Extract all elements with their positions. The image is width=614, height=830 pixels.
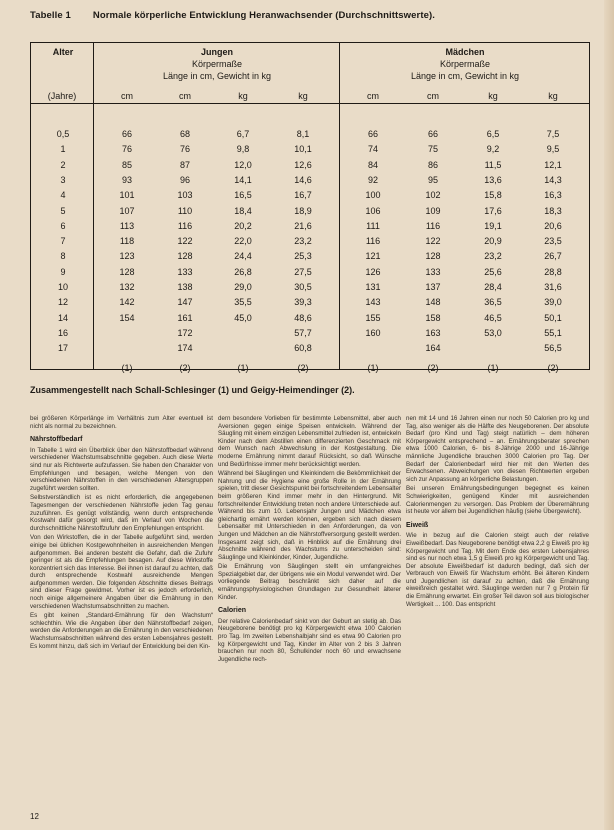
text-column-3	[406, 415, 589, 610]
header-maedchen: Mädchen	[445, 47, 485, 57]
table-cell: 96	[179, 174, 190, 185]
age-cell: 1	[60, 144, 66, 155]
table-cell: 66	[367, 129, 378, 139]
header-jungen: Jungen	[200, 47, 233, 57]
table-cell: 122	[425, 236, 441, 247]
table-cell: 7,5	[546, 129, 560, 139]
table-cell: 9,8	[236, 144, 250, 155]
table-cell: 110	[177, 205, 193, 216]
age-cell: 14	[57, 312, 68, 323]
table-cell: 50,1	[544, 312, 562, 323]
paragraph: Wie in bezug auf die Calorien steigt auch der relative Eiweißbedarf. Das Neugeborene benötigt etwa 2,2 g Eiweiß pro kg Körpergewicht und Tag. Mit dem Ende des ersten Lebensjahres sind es nur noch etwa 1,5 g Eiweiß pro kg Körpergewicht und Tag. Der absolute Eiweißbedarf ist dadurch bedingt, daß sich der Verbrauch von Eiweiß für Wachstum erhöht. Bei älteren Kindern und Jugendlichen ist darauf zu achten, daß die Ernährung eiweißreich gestaltet wird. Säuglinge werden nur 7 g Protein für die Ernährung erwartet. Ein großer Teil davon soll aus biologischer Wertigkeit ... 100. Das entspricht	[406, 532, 589, 608]
table-cell: 106	[365, 205, 381, 216]
table-cell: 27,5	[294, 266, 312, 277]
table-cell: 85	[121, 159, 132, 170]
table-cell: 31,6	[544, 282, 562, 292]
table-cell: 39,3	[294, 297, 312, 308]
table-cell: 11,5	[484, 159, 502, 170]
table-cell: 15,8	[484, 190, 502, 201]
table-cell: 10,1	[294, 144, 312, 155]
table-cell: 92	[367, 174, 378, 185]
paragraph: bei größeren Körperlänge im Verhältnis zum Alter eventuell ist nicht als normal zu bezeichnen.	[30, 415, 213, 430]
table-cell: 53,0	[484, 327, 502, 338]
header-alter: Alter	[52, 47, 74, 57]
unit-header: cm	[179, 91, 191, 101]
table-cell: 8,1	[296, 129, 310, 139]
table-cell: 26,8	[234, 266, 252, 277]
table-cell: 164	[425, 343, 441, 354]
table-cell: 111	[366, 220, 380, 231]
table-cell: 6,5	[486, 129, 500, 139]
table-cell: 36,5	[484, 297, 502, 308]
page-number: 12	[30, 812, 39, 821]
paragraph: Bei unseren Ernährungsbedingungen begegnet es keinen Schwierigkeiten, genügend Kinder mit ausreichenden Calorienmengen zu versorgen. Das Problem der Überernährung ist heute vor allem bei Jugendlichen häufig (siehe Übergewicht).	[406, 485, 589, 516]
age-cell: 3	[60, 174, 66, 185]
table-cell: 66	[121, 129, 132, 139]
table-cell: 56,5	[544, 343, 562, 354]
table-cell: 23,2	[484, 251, 502, 262]
table-cell: 116	[425, 220, 441, 231]
paragraph: Selbstverständlich ist es nicht erforderlich, die angegebenen Tagesmengen der verschiedenen Nährstoffe jeden Tag genau zuzuführen. Es genügt vollständig, wenn durch entsprechende Kostwahl dafür gesorgt wird, daß im Verlauf von Wochen die durchschnittliche Nährstoffzufuhr den Empfehlungen entspricht.	[30, 494, 213, 532]
table-cell: 12,0	[234, 159, 252, 170]
age-cell: 17	[57, 343, 68, 354]
table-cell: 60,8	[294, 343, 312, 354]
paragraph: Die Ernährung von Säuglingen stellt ein umfangreiches Spezialgebiet dar, der übrigens wie ein Modul verwendet wird. Der vorliegende Beitrag beschränkt sich daher auf die ernährungsphysiologischen Grundlagen zur Gesundheit älterer Kinder.	[218, 563, 401, 601]
text-column-1	[30, 415, 213, 652]
table-cell: 18,4	[234, 205, 252, 216]
table-cell: 100	[365, 190, 381, 201]
table-cell: 133	[425, 266, 441, 277]
table-cell: 16,3	[544, 190, 562, 201]
table-cell: 113	[119, 220, 135, 231]
table-cell: 20,9	[484, 236, 502, 247]
table-cell: 123	[119, 251, 135, 262]
table-cell: 12,1	[544, 159, 562, 170]
source-cell: (2)	[427, 362, 439, 373]
table-cell: 102	[425, 190, 441, 201]
table-cell: 28,4	[484, 282, 502, 292]
header-jungen-sub1: Körpermaße	[191, 59, 243, 69]
table-cell: 128	[177, 251, 193, 262]
table-cell: 9,5	[546, 144, 560, 155]
age-cell: 16	[57, 327, 68, 338]
table-cell: 93	[121, 174, 132, 185]
paragraph: Es gibt keinen „Standard-Ernährung für den Wachstum“ schlechthin. Wie die Angaben über den Nährstoffbedarf zeigen, werden die Anforderungen an die Ernährung in den verschiedenen Wachstumsabschnitten während des ersten Lebensjahres gestellt. Es kommt hinzu, daß sich im Verlauf der Entwicklung bei den Kin-	[30, 612, 213, 650]
header-jungen-sub2: Länge in cm, Gewicht in kg	[162, 71, 272, 81]
table-cell: 14,6	[294, 174, 312, 185]
table-cell: 13,6	[484, 174, 502, 185]
section-heading: Calorien	[218, 607, 247, 615]
table-cell: 126	[365, 266, 381, 277]
table-cell: 23,2	[294, 236, 312, 247]
table-cell: 109	[425, 205, 441, 216]
table-cell: 46,5	[484, 312, 502, 323]
table-cell: 20,2	[234, 220, 252, 231]
age-cell: 8	[60, 251, 66, 262]
header-maedchen-sub1: Körpermaße	[439, 59, 491, 69]
table-cell: 128	[425, 251, 441, 262]
table-cell: 122	[177, 236, 193, 247]
source-note: Zusammengestellt nach Schall-Schlesinger (1) und Geigy-Heimendinger (2).	[30, 385, 355, 395]
table-cell: 147	[177, 297, 193, 308]
table-cell: 21,6	[294, 220, 312, 231]
header-maedchen-sub2: Länge in cm, Gewicht in kg	[410, 71, 520, 81]
table-cell: 163	[425, 327, 441, 338]
table-caption: Normale körperliche Entwicklung Heranwachsender (Durchschnittswerte).	[92, 10, 435, 21]
section-heading: Nährstoffbedarf	[30, 436, 83, 444]
table-cell: 17,6	[484, 205, 502, 216]
unit-header: cm	[121, 91, 133, 101]
table-cell: 35,5	[234, 297, 252, 308]
table-cell: 25,6	[484, 266, 502, 277]
table-rule-alter	[93, 43, 94, 369]
section-heading: Eiweiß	[406, 521, 429, 529]
age-cell: 12	[57, 297, 68, 308]
table-cell: 87	[179, 159, 190, 170]
table-cell: 174	[177, 343, 193, 354]
source-cell: (2)	[179, 362, 191, 373]
paragraph: nen mit 14 und 16 Jahren einen nur noch 50 Calorien pro kg und Tag, also weniger als die Hälfte des Neugeborenen. Der absolute Bedarf (pro Kind und Tag) steigt natürlich – dem höheren Körpergewicht entsprechend – an. Ernährungsberater sprechen etwa 1000 Calorien, 6- bis 8-Jährige 2000 und 16-Jährige männliche Jugendliche brauchen 3000 Calorien pro Tag. Der Bedarf der Calorienbedarf wird hier mit den Werten des Erwachsenen. Abweichungen von diesen Richtwerten ergeben sich zur Anpassung an körperliche Belastungen.	[406, 415, 589, 483]
table-rule-middle	[339, 43, 340, 369]
source-cell: (1)	[121, 362, 133, 373]
table-cell: 131	[365, 282, 381, 292]
table-cell: 39,0	[544, 297, 562, 308]
table-cell: 16,7	[294, 190, 312, 201]
table-cell: 116	[365, 236, 381, 247]
table-cell: 19,1	[484, 220, 502, 231]
unit-header: cm	[367, 91, 379, 101]
table-cell: 18,9	[294, 205, 312, 216]
age-cell: 6	[60, 220, 66, 231]
table-cell: 121	[365, 251, 381, 262]
table-rule-header	[31, 103, 589, 104]
table-cell: 137	[425, 282, 441, 292]
table-cell: 18,3	[544, 205, 562, 216]
table-cell: 116	[177, 220, 193, 231]
table-cell: 128	[119, 266, 135, 277]
paragraph: Von den Wirkstoffen, die in der Tabelle aufgeführt sind, werden einige bei üblichen Kostgewohnheiten in ausreichenden Mengen aufgenommen. Bei anderen besteht die Gefahr, daß die Zufuhr geringer ist als die Empfehlungen besagen. Auf diese Wirkstoffe konzentriert sich das Interesse. Bei ihnen ist darauf zu achten, daß durch entsprechende Kostwahl ausreichende Mengen aufgenommen werden. Die folgenden Abschnitte dieses Beitrags sind dieser Frage gewidmet. Vorher ist es jedoch erforderlich, noch einige allgemeinere Angaben über die Ernährung in den verschiedenen Wachstumsabschnitten zu machen.	[30, 534, 213, 610]
table-title	[30, 10, 435, 21]
source-cell: (2)	[297, 362, 309, 373]
table-cell: 9,2	[486, 144, 500, 155]
age-cell: 10	[57, 282, 68, 292]
table-cell: 103	[177, 190, 193, 201]
page-edge-shadow	[604, 0, 614, 830]
table-cell: 28,8	[544, 266, 562, 277]
age-cell: 4	[60, 190, 66, 201]
table-cell: 24,4	[234, 251, 252, 262]
table-cell: 57,7	[294, 327, 312, 338]
source-cell: (2)	[547, 362, 559, 373]
table-cell: 16,5	[234, 190, 252, 201]
unit-header: kg	[548, 91, 558, 101]
age-cell: 2	[60, 159, 66, 170]
table-cell: 101	[119, 190, 135, 201]
age-cell: 5	[60, 205, 66, 216]
table-cell: 158	[425, 312, 441, 323]
table-cell: 172	[177, 327, 193, 338]
table-cell: 26,7	[544, 251, 562, 262]
table-cell: 66	[427, 129, 438, 139]
unit-header: kg	[488, 91, 498, 101]
table-cell: 154	[119, 312, 135, 323]
table-cell: 160	[365, 327, 381, 338]
table-cell: 45,0	[234, 312, 252, 323]
paragraph: Der relative Calorienbedarf sinkt von der Geburt an stetig ab. Das Neugeborene benötigt pro kg Körpergewicht etwa 100 Calorien pro Tag. Im zweiten Lebenshalbjahr sind es etwa 90 Calorien pro kg Körpergewicht und Tag, Kinder im Alter von 2 bis 3 Jahren brauchen nur noch 80, Schulkinder noch 60 und erwachsene Jugendliche rech-	[218, 617, 401, 663]
paragraph: dern besondere Vorlieben für bestimmte Lebensmittel, aber auch Aversionen gegen einige Speisen entwickeln. Während der Säugling mit einem einzigen Lebensmittel zufrieden ist, entwickeln Kinder nach dem Abstillen einen differenzierten Geschmack mit dem Wunsch nach Abwechslung in der Kostgestaltung. Die moderne Ernährung nimmt darauf Rücksicht, so daß Wünsche und Bedürfnisse immer mehr berücksichtigt werden.	[218, 415, 401, 468]
source-cell: (1)	[487, 362, 499, 373]
paragraph: In Tabelle 1 wird ein Überblick über den Nährstoffbedarf während verschiedener Wachstumsabschnitte gegeben. Auch diese Werte sind nur als Richtwerte aufzufassen. Sie haben den Charakter von Empfehlungen und besagen, welche Mengen von den verschiedenen Nährstoffen in den verschiedenen Altersgruppen zugeführt werden sollten.	[30, 446, 213, 492]
table-cell: 143	[365, 297, 381, 308]
table-cell: 6,7	[236, 129, 250, 139]
unit-header: kg	[238, 91, 248, 101]
table-cell: 75	[427, 144, 438, 155]
table-cell: 29,0	[234, 282, 252, 292]
table-cell: 14,3	[544, 174, 562, 185]
paragraph: Während bei Säuglingen und Kleinkindern die Bekömmlichkeit der Nahrung und die Hygiene eine große Rolle in der Ernährung spielen, tritt dieser Gesichtspunkt bei fortschreitendem Lebensalter beim größeren Kind immer mehr in den Hintergrund. Mit fortschreitender Entwicklung treten noch andere Unterschiede auf. Während bis zum 10. Lebensjahr Jungen und Mädchen etwa gleichartig ernährt werden können, ergeben sich nach diesem Lebensalter mit Unterschieden in den Anforderungen, da von Jungen und Mädchen an die Nährstoffversorgung gestellt werden. Insgesamt zeigt sich, daß in Hinblick auf die Ernährung drei Abschnitte während des Wachstums zu unterscheiden sind: Säuglinge und Kleinkinder, Kinder, Jugendliche.	[218, 470, 401, 561]
source-cell: (1)	[237, 362, 249, 373]
table-cell: 118	[119, 236, 135, 247]
age-cell: 9	[60, 266, 66, 277]
table-cell: 20,6	[544, 220, 562, 231]
table-cell: 76	[179, 144, 190, 155]
table-cell: 12,6	[294, 159, 312, 170]
table-cell: 148	[425, 297, 441, 308]
table-cell: 68	[179, 129, 190, 139]
age-cell: 7	[60, 236, 66, 247]
table-cell: 14,1	[234, 174, 252, 185]
source-cell: (1)	[367, 362, 379, 373]
table-cell: 84	[367, 159, 378, 170]
data-table	[30, 42, 590, 373]
text-column-2	[218, 415, 401, 665]
unit-header: kg	[298, 91, 308, 101]
age-cell: 0,5	[56, 129, 70, 139]
table-cell: 161	[177, 312, 193, 323]
table-cell: 30,5	[294, 282, 312, 292]
table-cell: 107	[119, 205, 135, 216]
table-cell: 74	[367, 144, 378, 155]
header-jahre: (Jahre)	[47, 91, 77, 101]
table-number: Tabelle 1	[30, 10, 71, 21]
unit-header: cm	[427, 91, 439, 101]
table-cell: 95	[427, 174, 438, 185]
table-cell: 22,0	[234, 236, 252, 247]
table-cell: 138	[177, 282, 193, 292]
table-cell: 48,6	[294, 312, 312, 323]
table-cell: 133	[177, 266, 193, 277]
table-cell: 23,5	[544, 236, 562, 247]
table-cell: 76	[121, 144, 132, 155]
table-cell: 25,3	[294, 251, 312, 262]
table-cell: 132	[119, 282, 135, 292]
table-cell: 155	[365, 312, 381, 323]
table-cell: 142	[119, 297, 135, 308]
table-cell: 55,1	[544, 327, 562, 338]
table-cell: 86	[427, 159, 438, 170]
